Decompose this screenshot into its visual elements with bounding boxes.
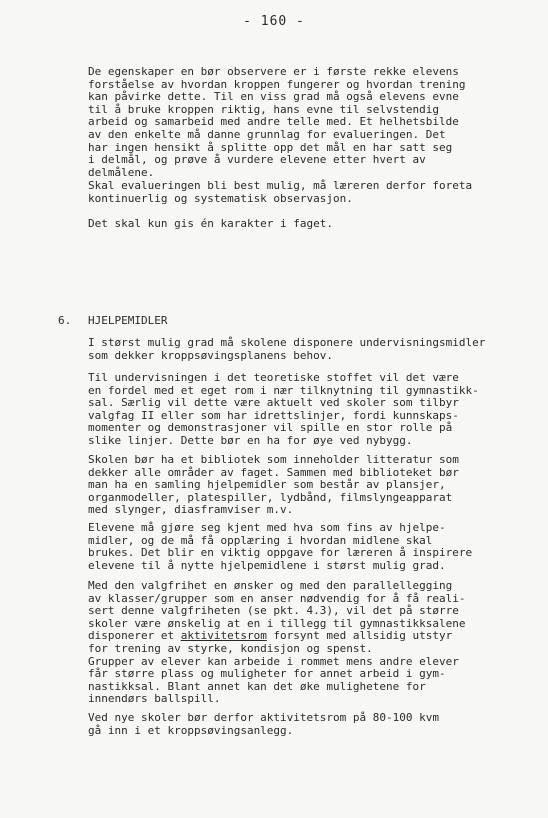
paragraph-teaching-aids: I størst mulig grad må skolene disponere undervisningsmidler som dekker kroppsøvingsplanens behov.: [88, 336, 486, 362]
section-number: 6.: [58, 314, 72, 327]
page-number: - 160 -: [243, 14, 305, 29]
paragraph-single-grade: Det skal kun gis én karakter i faget.: [88, 217, 334, 230]
paragraph-continuous-observation: Skal evalueringen bli best mulig, må læreren derfor foreta kontinuerlig og systematisk observasjon.: [88, 179, 473, 205]
paragraph-students-aids: Elevene må gjøre seg kjent med hva som fins av hjelpe- midler, og de må få opplæring i hvordan midlene skal brukes. Det blir en viktig oppgave for læreren å inspirere elevene til å nytte hjelpemidlene i størst mulig grad.: [88, 521, 473, 572]
paragraph-new-schools: Ved nye skoler bør derfor aktivitetsrom på 80-100 kvm gå inn i et kroppsøvingsanlegg.: [88, 711, 439, 737]
paragraph-library: Skolen bør ha et bibliotek som inneholder litteratur som dekker alle områder av faget. Sammen med biblioteket bør man ha en samling hjelpemidler som består av plansjer, organmodeller, platespiller, lydbånd, filmslyngeapparat med slynger, diasframviser m.v.: [88, 453, 459, 517]
activity-room-term: aktivitetsrom: [180, 629, 267, 643]
paragraph-activity-room: [88, 580, 528, 706]
section-title: HJELPEMIDLER: [88, 314, 168, 327]
activity-room-text-end: forsynt med allsidig utstyr for trening av styrke, kondisjon og spenst. Grupper av elever kan arbeide i rommet mens andre elever får større plass og muligheter for annet arbeid i gym- nastikksal. Blant annet kan det øke mulighetene for innendørs ballspill.: [88, 629, 459, 706]
paragraph-theory-room: Til undervisningen i det teoretiske stoffet vil det være en fordel med et eget rom i nær tilknytning til gymnastikk- sal. Særlig vil dette være aktuelt ved skoler som tilbyr valgfag II eller som har idrettslinjer, fordi kunnskaps- momenter og demonstrasjoner vil spille en stor rolle på slike linjer. Dette bør en ha for øye ved nybygg.: [88, 371, 479, 447]
activity-room-text-start: Med den valgfrihet en ønsker og med den parallellegging av klasser/grupper som en anser nødvendig for å få reali- sert denne valgfriheten (se pkt. 4.3), vil det på større skoler være ønskelig at en i tillegg til gymnastikksalene disponerer et: [88, 579, 466, 643]
paragraph-evaluation-traits: De egenskaper en bør observere er i første rekke elevens forståelse av hvordan kroppen fungerer og hvordan trening kan påvirke dette. Til en viss grad må også elevens evne til å bruke kroppen riktig, hans evne til selvstendig arbeid og samarbeid med andre telle med. Et helhetsbilde av den enkelte må danne grunnlag for evalueringen. Det har ingen hensikt å splitte opp det mål en har satt seg i delmål, og prøve å vurdere elevene etter hvert av delmålene.: [88, 65, 466, 179]
